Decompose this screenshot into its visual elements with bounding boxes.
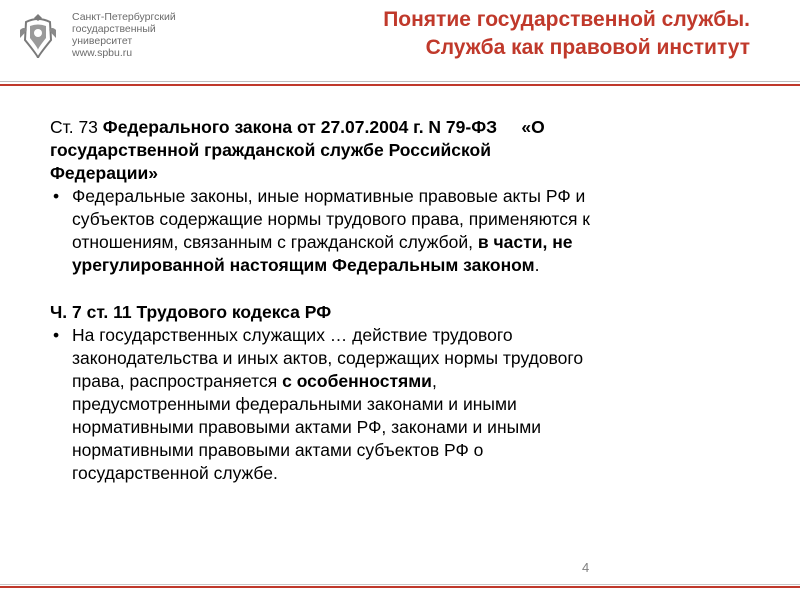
title-line-1: Понятие государственной службы. xyxy=(383,8,750,31)
slide-body xyxy=(50,116,770,485)
bullet-line: предусмотренными федеральными законами и иными xyxy=(72,394,517,414)
law-reference-2: Ч. 7 ст. 11 Трудового кодекса РФ xyxy=(50,302,332,322)
title-line-2: Служба как правовой институт xyxy=(425,36,750,59)
footer-accent-line xyxy=(0,586,800,588)
spbu-crest-icon xyxy=(18,12,58,60)
bullet-line: государственной службе. xyxy=(72,463,278,483)
bullet-text: права, распространяется xyxy=(72,371,283,391)
bullet-icon: • xyxy=(53,186,60,206)
footer-divider xyxy=(0,584,800,585)
university-url[interactable]: www.spbu.ru xyxy=(72,47,133,59)
header-divider xyxy=(0,81,800,82)
university-line: Санкт-Петербургский xyxy=(72,11,176,23)
bullet-line: законодательства и иных актов, содержащих нормы трудового xyxy=(72,348,584,368)
bullet-line: На государственных служащих … действие трудового xyxy=(72,325,513,345)
bullet-text: , xyxy=(431,371,437,391)
slide-title xyxy=(383,6,750,62)
bullet-emphasis: урегулированной настоящим Федеральным законом xyxy=(72,255,535,275)
bullet-item-1 xyxy=(50,185,770,277)
bullet-line: субъектов содержащие нормы трудового права, применяются к xyxy=(72,209,590,229)
bullet-text: . xyxy=(534,255,540,275)
bullet-text: отношениям, связанным с гражданской службой, xyxy=(72,232,478,252)
slide-header xyxy=(0,0,800,82)
ref-title: Федерального закона от 27.07.2004 г. N 79-ФЗ «О xyxy=(102,117,545,137)
bullet-item-2 xyxy=(50,324,770,485)
bullet-line: Федеральные законы, иные нормативные правовые акты РФ и xyxy=(72,186,586,206)
ref-title-line-2: государственной гражданской службе Российской xyxy=(50,140,491,160)
page-number: 4 xyxy=(582,560,590,575)
law-reference-1 xyxy=(50,116,770,185)
bullet-icon: • xyxy=(53,325,60,345)
bullet-emphasis: с особенностями xyxy=(282,371,432,391)
ref-prefix: Ст. 73 xyxy=(50,117,103,137)
university-name xyxy=(72,11,176,59)
bullet-emphasis: в части, не xyxy=(477,232,573,252)
ref-title-line-3: Федерации» xyxy=(50,163,158,183)
header-accent-line xyxy=(0,84,800,86)
bullet-line: нормативными правовыми актами РФ, законами и иными xyxy=(72,417,542,437)
university-line: университет xyxy=(72,35,133,47)
bullet-line: нормативными правовыми актами субъектов РФ о xyxy=(72,440,484,460)
university-line: государственный xyxy=(72,23,156,35)
